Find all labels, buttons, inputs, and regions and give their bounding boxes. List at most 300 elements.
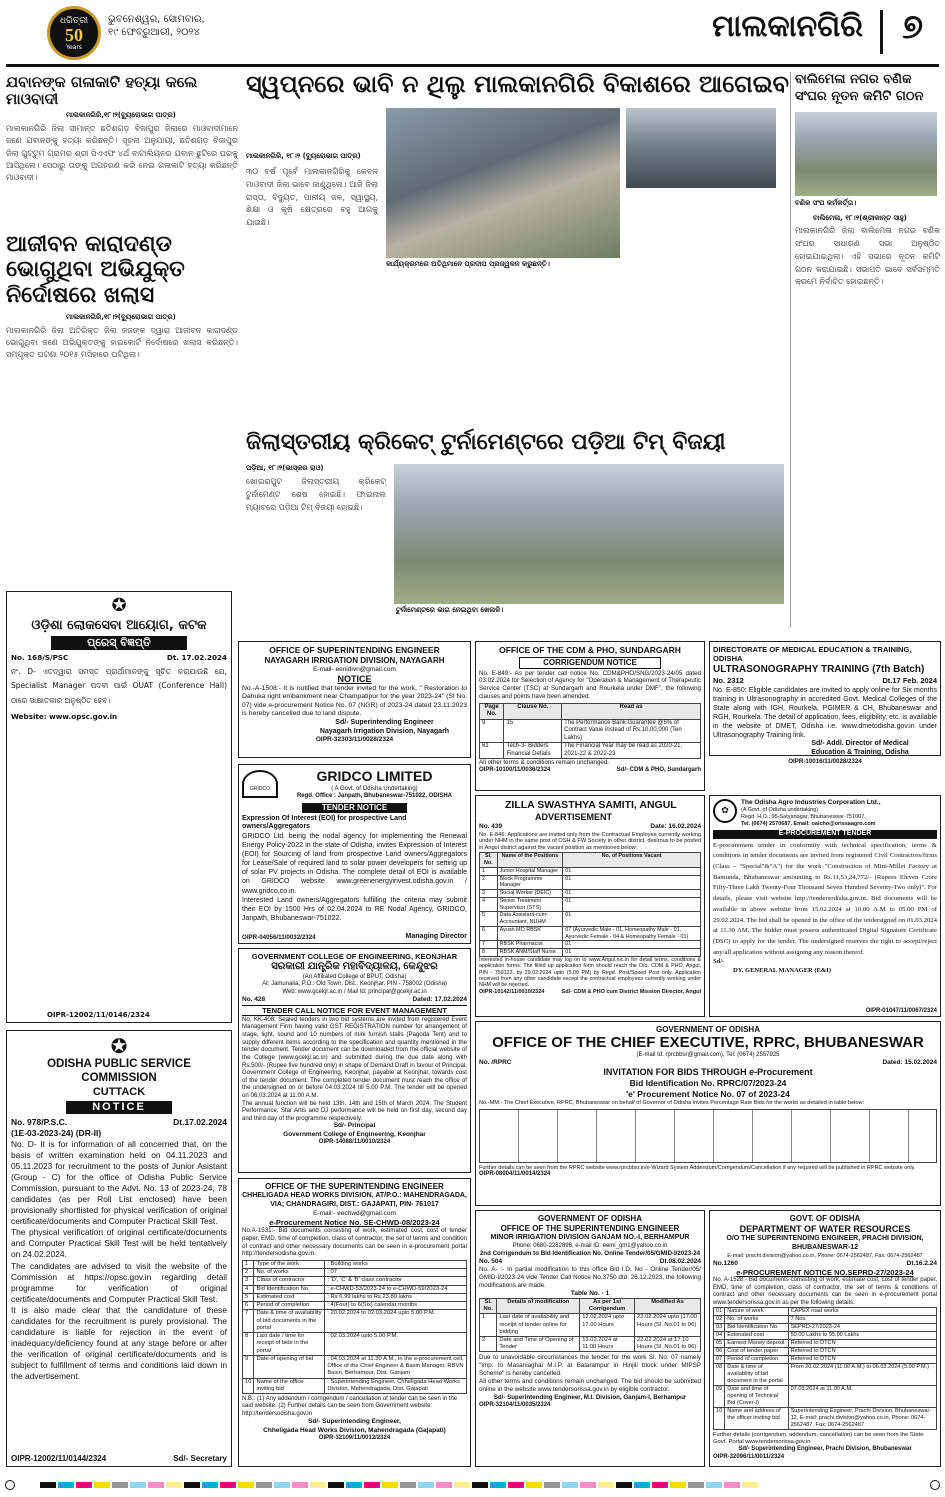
- ad-footer-ref: OIPR-10016/11/0028/2324: [788, 757, 862, 765]
- color-swatch: [148, 1482, 164, 1488]
- ad-dmet: [709, 641, 941, 765]
- ad-sundargarh: [475, 641, 705, 791]
- ad-title: DEPARTMENT OF WATER RESOURCES: [739, 1224, 911, 1234]
- table-cell: RBSK Pharmacist: [497, 941, 563, 949]
- color-swatch: [724, 1482, 740, 1488]
- issue-date: ୧୯ ଫେବ୍ରୁଆରୀ, ୨୦୨୪: [108, 26, 200, 38]
- ad-govt: GOVT. OF ODISHA: [789, 1214, 861, 1223]
- story-body: ମାଲକାନଗିରି ଜିଲା ଅତିରିକ୍ତ ଜିଲା ଜଜଙ୍କ ଦ୍ୱାରା ଆଜୀବନ କାରାଦଣ୍ଡ ଭୋଗୁଥିବା ଜଣେ ଅଭିଯୁକ୍ତଙ୍କୁ ହାଇକୋର୍ଟ ନିର୍ଦୋଷରେ ଖଲାସ କରିଛନ୍ତି। ସମ୍ପୃକ୍ତ ଘଟଣା ୨୦୧୫ ମସିହାରେ ଘଟିଥିଲା।: [6, 325, 238, 360]
- table-cell: 1: [480, 867, 498, 875]
- table-row: [243, 1355, 467, 1378]
- color-swatch: [184, 1482, 200, 1488]
- ad-body: No. A-1528:- Bid documents consisting of work, estimate cost, cost of tender paper, EMD, time of completion, class of contractor, the set of terms & conditions of contract and other necessary documents can be seen in e-procurement portal www.tendersorissa.gov.in as per the following details:: [713, 1277, 937, 1306]
- table-cell: 7 Nos.: [788, 1316, 936, 1324]
- table-header-cell: Clause No.: [504, 703, 562, 719]
- table-cell: 07 (Ayurvedic Male - 01, Homeopathy Male - 01, Ayurvedic Female - 04 & Homeopathy Female - 01): [563, 926, 701, 941]
- ad-body: No. KK-408: Sealed tenders in two bid systems are invited from registered Event Management Firm having valid GST REGISTRATION number for arrangement of stage, light, sound and 10 numbers of mini furnish stalls (Pagoda Tent) and to supply different items according to the specification and quantity mentioned in the tender document. Tender document can be downloaded from the official website of the College (www.gcekjr.ac.in) and submitted during the due date along with Rs.500/- (Rupee five hundred only) in shape of Demand Draft in favour of Principal, Government College of Engineering, Keonjhar, payable at Keonjhar, towards cost of the tender document. The completed tender document must reach the office of the undersigned on or before 04.03.2024 till 5.00 P.M. The tender will be opened on 06.03.2024 at 11.00 A.M.: [242, 1015, 467, 1099]
- tender-details-table: [713, 1307, 937, 1430]
- ad-signer-2: Education & Training, Odisha: [811, 749, 909, 757]
- color-swatch: [508, 1482, 524, 1488]
- ad-footer: Further details can be seen from the RPRC website www.rprcbbsr.in/e-Wizard System Addendum/Corrigendum/Cancellation if any required will be published in RPRC website only.: [479, 1164, 916, 1171]
- logo-sub: Years: [66, 44, 82, 52]
- table-cell: : 04.03.2024 at 11.30 A.M., in the e-procurement cell, Office of the Chief Engineer & Basin Manager, RBVN Basin, Berhampur, Dist. Ganjam: [325, 1355, 467, 1378]
- table-cell: Referred to DTCN: [788, 1340, 936, 1348]
- ad-contact: Tel. (0674) 2570687, Email: oaicho@orissaagro.com: [741, 820, 876, 827]
- ad-email: E-mail:- eechwd@gmail.com: [313, 1209, 396, 1217]
- ad-city: CUTTACK: [92, 1085, 146, 1098]
- table-cell: 01: [563, 941, 701, 949]
- story-headline: ବାଲିମେଳା ନଗର ବଣିକ ସଂଘର ନୂତନ କମିଟି ଗଠନ: [795, 72, 924, 104]
- ad-banner-3: 'e' Procurement Notice No. 07 of 2023-24: [626, 1089, 790, 1099]
- ad-signer-2: Chheligada Head Works Division, Mahendragada (Gajapati): [263, 1426, 446, 1434]
- table-cell: Period of completion: [725, 1356, 788, 1364]
- table-cell: 01: [563, 875, 701, 890]
- ad-signer-2: Government College of Engineering, Keonjhar: [283, 1130, 426, 1138]
- ad-date: Dated: 17.02.2024: [412, 996, 467, 1004]
- table-row: [480, 719, 701, 743]
- ad-body: No. E-846: Applications are invited only from the Contractual Employee currently working under NHM in the same post of OSH & FW Society in other district, desirous to be posted in Angul district against the vacant position as mentioned below:: [479, 831, 701, 852]
- logo-text: ଧରିତ୍ରୀ: [59, 15, 89, 25]
- table-cell: Class of contractor: [254, 1277, 325, 1285]
- ad-footer-ref: OIPR-10100/11/0036/2324: [479, 766, 551, 773]
- ad-title: ZILLA SWASTHYA SAMITI, ANGUL: [505, 799, 677, 811]
- ad-date: Dt.17 Feb. 2024: [882, 676, 937, 686]
- color-swatch: [436, 1482, 452, 1488]
- story-body: ମାଲକାନଗିରି ଜିଲା ବାଲିମେଳା ନଗର ବଣିକ ସଂଘର ସାଧାରଣ ସଭା ଅନୁଷ୍ଠିତ ହୋଇଯାଇଥିଲା। ଏହି ସଭାରେ ନୂତନ କମିଟି ଗଠନ କରାଯାଇଛି। ସଭାପତି ଭାବେ ସର୍ବସମ୍ମତି କ୍ରମେ ନିର୍ବାଚିତ ହୋଇଛନ୍ତି।: [795, 226, 940, 287]
- page-number: ୭: [902, 7, 923, 47]
- table-cell: Date and time of opening of Technical Bid (Cover-I): [725, 1385, 788, 1407]
- ad-banner: TENDER NOTICE: [302, 803, 407, 813]
- table-row: [243, 1310, 467, 1333]
- table-cell: Last date of availability and receipt of tender online for bidding: [497, 1314, 580, 1337]
- ad-body: No. E-849:- As per tender call notice No. CDM&PHO/SNG/2023-24/05 dated 03.02.2024 for Selection of Agency for "Operation & Management of Therapeutic Service Center (TSC) at Sundargarh and Rourkela under DMF", the following clauses and points have been amended.: [479, 669, 701, 700]
- table-row: [480, 941, 701, 949]
- section-title: ମାଲକାନଗିରି: [712, 9, 863, 44]
- corrigendum-table: [479, 703, 701, 760]
- color-swatch: [274, 1482, 290, 1488]
- table-cell: 01: [563, 912, 701, 927]
- table-row: [480, 897, 701, 912]
- main-photo-caption: କାର୍ଯ୍ୟକ୍ରମରେ ଅତିଥିମାନେ ପ୍ରଦୀପ ପ୍ରଜ୍ୱଳନ କରୁଛନ୍ତି।: [386, 260, 550, 268]
- ad-title: ଓଡ଼ିଶା ଲୋକସେବା ଆୟୋଗ, କଟକ: [31, 618, 207, 633]
- ad-web: Web: www.gcekjr.ac.in / Mail Id: principal@gcekjr.ac.in: [282, 988, 427, 995]
- story-body: ୩୦ ବର୍ଷ ପୂର୍ବେ ମାଲକାନଗିରିକୁ କେବଳ ମାଓବାଦୀ ଜିଲା ଭାବେ ଜାଣୁଥିଲେ। ଆଜି ଜିଲା ରାସ୍ତା, ବିଦ୍ୟୁତ, ପାନୀୟ ଜଳ, ସ୍ୱାସ୍ଥ୍ୟ, ଶିକ୍ଷା ଓ କୃଷି କ୍ଷେତ୍ରରେ ବହୁ ଆଗକୁ ଯାଇଛି।: [246, 167, 378, 228]
- color-swatch: [40, 1482, 56, 1488]
- ad-footer: Further details (corrigendum, addendum, cancellation) can be seen from the State Govt. Portal www.tendersorissa.gov.in: [713, 1431, 924, 1446]
- ad-rprc: [475, 1021, 941, 1206]
- ad-body-2: Interested in-house candidate may log on to www.Angul.nic.in for detail terms, conditions & application forms. The filled up application form should reach the O/o. CDM & PHO, Angul, PIN - 759122, by 29.02.2024 upto (5.00 PM) by Regd. Post/Speed Post only. Application received from any other candidate except the contractual employees currently working under NHM will be rejected.: [479, 956, 701, 989]
- ad-meta-row: [713, 1260, 937, 1268]
- table-cell: Nature of work: [725, 1308, 788, 1316]
- ad-no: No. 168/S/PSC: [11, 653, 69, 662]
- table-row: [714, 1407, 937, 1429]
- table-row: [243, 1293, 467, 1301]
- table-cell: From 20.02.2024 (11.00 A.M.) to 06.03.2024 (5.00 P.M.): [788, 1364, 936, 1386]
- ad-body-1: No. D- It is for information of all concerned that, on the basis of written examination held on 04.11.2023 and 05.11.2023 for recruitment to the posts of Junior Asistant (Group - C) for the office of Odisha Public Service Commission, pursuant to the Advt. No. 13 of 2023-24, 78 candidates (as per Roll List enclosed) have been provisionally shortlisted for physical verification of original certificate/documents and Computer Practical Skill Test.: [11, 1138, 227, 1227]
- secondary-photo: [626, 108, 776, 188]
- story-acquittal: [6, 232, 238, 620]
- table-cell: 2: [480, 1337, 497, 1352]
- table-cell: Date of opening of bid: [254, 1355, 325, 1378]
- ad-footer-ref: OIPR-12002/11/0146/2324: [47, 1011, 150, 1020]
- table-cell: Date & time of availability of bid document in the portal: [725, 1364, 788, 1386]
- ad-agro: [709, 795, 941, 1017]
- balimela-photo: [795, 112, 937, 196]
- balimela-photo-caption: ବଣିକ ସଂଘ କର୍ମକର୍ତ୍ତା।: [795, 198, 857, 207]
- ad-signer: Sd/- Superintending Engineer,: [308, 1418, 401, 1426]
- ad-date: Dt.16.2.24: [906, 1259, 937, 1267]
- table-cell: 22.02.2024 at 17.10 Hours (Sl. No.01 to 06): [635, 1337, 701, 1352]
- ad-banner: E-PROCUREMENT TENDER: [713, 830, 937, 839]
- color-swatch: [670, 1482, 686, 1488]
- ad-heading: Expression Of Interest (EOI) for prospective Land owners/Aggregators: [242, 814, 407, 831]
- ad-signer: Sd/- Superintending Engineer: [335, 718, 434, 726]
- main-story-photo: [386, 108, 620, 258]
- ad-date: Dt. 17.02.2024: [166, 653, 227, 662]
- ad-signer: Sd/- CDM & PHO cum District Mission Director, Angul: [561, 988, 701, 995]
- ad-sub: (A Govt. of Odisha undertaking): [741, 807, 819, 814]
- table-cell: Name of the office inviting bid: [254, 1378, 325, 1393]
- table-cell: 05: [714, 1340, 725, 1348]
- color-swatch: [418, 1482, 434, 1488]
- ad-body: No.A-1531:- Bid documents consisting of work, estimated cost, cost of tender paper, EMD, time of completion, class of contractor, the set of terms and condition of contract and other necessary documents can be seen in e-procurement portal http://tendersodisha.gov.in.: [242, 1227, 467, 1258]
- ad-signer: Sd/- Principal: [333, 1122, 376, 1130]
- table-cell: : e-CHWD-53/2023-24 to e-CHWD-59/2023-24: [325, 1285, 467, 1293]
- ad-division: CHHELIGADA HEAD WORKS DIVISION, AT/P.O.: MAHENDRAGADA, VIA; CHANDRAGIRI, DIST.: GAJAPATI, PIN- 761017: [242, 1192, 467, 1208]
- color-swatch: [112, 1482, 128, 1488]
- ad-title-odia: ସରକାରୀ ଯାନ୍ତ୍ରିକ ମହାବିଦ୍ୟାଳୟ, କେନ୍ଦୁଝର: [271, 961, 438, 973]
- table-cell: : 02.03.2024 upto 5.00 P.M.: [325, 1333, 467, 1356]
- dateline-box: [108, 14, 258, 39]
- ad-footer-ref: OIPR-04056/11/0032/2324: [242, 934, 316, 942]
- ad-footer-ref: OIPR-32096/11/0011/2324: [713, 1453, 785, 1460]
- table-cell: Type of the work: [254, 1261, 325, 1269]
- ad-body: No. A- :- In partial modification to this office Bid I.D. No - Online Tender/05/ GMID-I/2023-24 vide Tender Call Notice No.3750 dtd. 26.12.2023, the following modifications are made.: [479, 1266, 701, 1289]
- story-body: ମାଲକାନଗିରି ଜିଲା ସୀମାନ୍ତ ଛତିଶଗଡ଼ ବିଜାପୁର ଜିଲାରେ ମାଓବାଦୀମାନେ ଜଣେ ଯବାନଙ୍କୁ ହତ୍ୟା କରିଛନ୍ତି। ସୂଚନା ଅନୁଯାୟୀ, ଛତିଶଗଡ଼ ବିଜାପୁର ଜିଲା ଗୁଟ୍ଟୁମ ଗ୍ରାମର ଶ୍ରୀ ସିଏଏଫ ୪ର୍ଥ ବାଟାଲିୟନର ଯବାନ ଛୁଟିରେ ଘରକୁ ଆସିଥିଲେ। ସେଠାରୁ ତାଙ୍କୁ ଅପହରଣ କରି ନେଇ ଗଳାକାଟି ହତ୍ୟା କରିଛନ୍ତି ମାଓବାଦୀ।: [6, 123, 238, 183]
- story-dateline: ପଡ଼ିଆ, ୧୮।୨(ଭାସ୍କର ରାଓ): [246, 464, 324, 472]
- table-cell: 01: [563, 949, 701, 957]
- color-swatch: [742, 1482, 758, 1488]
- story-maoists: [6, 74, 238, 250]
- table-cell: Earnest Money deposit: [725, 1340, 788, 1348]
- table-header-cell: As per 1st Corrigendum: [580, 1298, 635, 1313]
- ad-body-2: The annual function will be held 13th, 14th and 15th of March 2024. The Student Performance, Star Artis and DJ performance will be held on first day, second day and third day of the programme respectively.: [242, 1099, 467, 1122]
- ad-banner: NOTICE: [337, 673, 372, 684]
- table-cell: 4: [480, 897, 498, 912]
- story-main: [246, 70, 790, 425]
- table-cell: SEPRD-27/2023-24: [788, 1324, 936, 1332]
- ad-title: GOVERNMENT COLLEGE OF ENGINEERING, KEONJHAR: [251, 952, 458, 961]
- ad-title: OFFICE OF THE CHIEF EXECUTIVE, RPRC, BHUBANESWAR: [492, 1034, 924, 1051]
- ad-meta-row: [713, 676, 937, 685]
- ad-footer-ref: OIPR-01047/11/0067/2324: [865, 1007, 937, 1014]
- ad-body: No. E-850: Eligible candidates are invited to apply online for Six months training in Ultrasonography in accredited Govt. Medical Colleges of the State along with IGH, Rourkela, PGIMER & CH, Bhubaneswar and RGH, Rourkela. The detail of application, fees, eligibility, etc. is available in the website of DMET, Odisha i.e. www.dmetodisha.gov.in under Ultrasonography Training link.: [713, 686, 937, 740]
- table-cell: : Superintending Engineer, Chheligada Head Works Division, Mahendragada, Dist. Gajapati: [325, 1378, 467, 1393]
- ad-contact: E-mail: prachi.division@yahoo.co.in, Phone: 0674-2562487, Fax: 0674-2562487: [727, 1252, 923, 1259]
- table-cell: 4: [243, 1285, 254, 1293]
- color-swatch: [688, 1482, 704, 1488]
- gridco-header: [242, 768, 467, 801]
- color-swatch: [76, 1482, 92, 1488]
- color-swatch: [400, 1482, 416, 1488]
- ad-berhampur: [475, 1210, 705, 1467]
- ad-no: No.1260: [713, 1259, 738, 1267]
- table-cell: 9: [480, 719, 504, 743]
- color-swatch: [238, 1482, 254, 1488]
- table-cell: Tech-3- Bidders Financial Details: [504, 743, 562, 759]
- ad-note: All other terms & conditions remain unchanged.: [479, 759, 610, 767]
- ad-no: No. 504: [479, 1258, 503, 1265]
- color-swatch: [634, 1482, 650, 1488]
- table-cell: 13.02.2024 at 11.00 Hours: [580, 1337, 635, 1352]
- ad-signer: Sd/- Addl. Director of Medical: [811, 740, 909, 748]
- table-row: [714, 1308, 937, 1316]
- table-cell: 01: [714, 1308, 725, 1316]
- ad-title: DIRECTORATE OF MEDICAL EDUCATION & TRAINING, ODISHA: [713, 645, 912, 664]
- color-swatch: [526, 1482, 542, 1488]
- agro-logo-icon: ✿: [713, 799, 737, 823]
- table-row: [714, 1332, 937, 1340]
- table-row: [243, 1277, 467, 1285]
- ad-body-4: It is also made clear that the candidature of these candidates for the recruitment is purely provisional. The candidature is liable for rejection in the event of inadequacy/deficiency found at any stage before or after the verification of original certificate/documents and is subject to fulfillment of terms and conditions laid down in the advertisement.: [11, 1304, 227, 1382]
- table-row: [714, 1324, 937, 1332]
- ad-body: ନଂ. D- ଏତଦ୍ୱାରା ସମସ୍ତ ପ୍ରାର୍ଥୀମାନଙ୍କୁ ସୂଚିତ କରାଯାଉଛି ଯେ, Specialist Manager ପଦବୀ ପାଇଁ OUAT (Conference Hall) ଠାରେ ସାକ୍ଷାତକାର ଅନୁଷ୍ଠିତ ହେବ।: [11, 667, 227, 705]
- opsc-emblem-icon: ✪: [111, 595, 127, 616]
- table-cell: Cost of tender paper: [725, 1348, 788, 1356]
- table-row: [714, 1364, 937, 1386]
- color-swatch: [58, 1482, 74, 1488]
- table-cell: 06: [714, 1348, 725, 1356]
- table-cell: 9: [243, 1355, 254, 1378]
- ad-signer: Sd/-: [713, 958, 725, 966]
- anniversary-logo: [47, 6, 101, 60]
- table-row: [243, 1378, 467, 1393]
- ad-signer-2: DY. GENERAL MANAGER (E&I): [733, 966, 831, 974]
- table-cell: 8: [243, 1333, 254, 1356]
- table-cell: : 'D', 'C' & 'B' class contractor: [325, 1277, 467, 1285]
- story-headline: ଯବାନଙ୍କ ଗଳାକାଟି ହତ୍ୟା କଲେ ମାଓବାଦୀ: [6, 73, 198, 108]
- table-cell: Date and Time of Opening of Tender: [497, 1337, 580, 1352]
- table-cell: 07: [714, 1356, 725, 1364]
- ad-gridco: [238, 764, 471, 944]
- color-swatch: [562, 1482, 578, 1488]
- ad-footer-ref: OIPR-08004/11/0014/2324: [479, 1171, 551, 1178]
- ad-title: GRIDCO LIMITED: [316, 768, 433, 784]
- story-balimela: [790, 72, 940, 627]
- ad-office: OFFICE OF SUPERINTENDING ENGINEER: [269, 645, 440, 655]
- color-swatch: [616, 1482, 632, 1488]
- table-row: [243, 1302, 467, 1310]
- ad-sub: (An Affiliated College of BPUT, Odisha): [302, 973, 407, 980]
- table-cell: 6: [480, 926, 498, 941]
- table-row: [480, 1314, 701, 1337]
- story-body: ଖୋଇରପୁଟ ଜିଲାସ୍ତରୀୟ କ୍ରିକେଟ୍ ଟୁର୍ନାମେଣ୍ଟ ଶେଷ ହୋଇଛି। ଫାଇନାଲ ମ୍ୟାଚରେ ପଡ଼ିଆ ଟିମ୍ ବିଜୟୀ ହୋଇଛି।: [246, 477, 386, 512]
- table-cell: Date & time of availability of bid documents in the portal: [254, 1310, 325, 1333]
- table-row: [714, 1385, 937, 1407]
- table-row: [480, 890, 701, 898]
- table-cell: 01: [563, 897, 701, 912]
- masthead-separator: [880, 10, 883, 54]
- table-cell: 5: [480, 912, 498, 927]
- table-row: [480, 949, 701, 957]
- ad-banner: ADVERTISEMENT: [535, 812, 613, 823]
- ad-website: Website: www.opsc.gov.in: [11, 711, 118, 721]
- color-swatch: [202, 1482, 218, 1488]
- table-cell: 50.00 Lakhs to 95.00 Lakhs: [788, 1332, 936, 1340]
- logo-years: 50: [65, 25, 83, 46]
- table-cell: The Performance Bank Guarantee @5% of Contract Value instead of Rs.10,00,000 (Ten Lakhs): [562, 719, 701, 743]
- table-cell: 01: [563, 867, 701, 875]
- cricket-team-photo: [394, 464, 784, 604]
- color-swatch: [544, 1482, 560, 1488]
- table-cell: 2: [243, 1269, 254, 1277]
- table-cell: 03: [714, 1324, 725, 1332]
- ad-no: No. 439: [479, 823, 503, 831]
- table-cell: 10: [714, 1407, 725, 1429]
- table-cell: No. of works: [725, 1316, 788, 1324]
- table-cell: 3: [480, 890, 498, 898]
- ad-office: OFFICE OF THE SUPERINTENDING ENGINEER: [265, 1182, 444, 1191]
- table-row: [243, 1261, 467, 1269]
- table-header-cell: Sl. No.: [480, 1298, 497, 1313]
- story-headline: ଜିଲାସ୍ତରୀୟ କ୍ରିକେଟ୍ ଟୁର୍ନାମେଣ୍ଟରେ ପଡ଼ିଆ ଟିମ୍ ବିଜୟୀ: [246, 430, 726, 455]
- ad-address: Regd. Office : Janpath, Bhubaneswar-751022, ODISHA: [296, 793, 453, 799]
- table-cell: Estimated cost: [725, 1332, 788, 1340]
- color-swatch: [310, 1482, 326, 1488]
- ad-office: OFFICE OF THE CDM & PHO, SUNDARGARH: [499, 645, 681, 655]
- ad-signer: Sd/- Superintending Engineer, Prachi Division, Bhubaneswar: [738, 1446, 912, 1453]
- ad-banner: CORRIGENDUM NOTICE: [519, 657, 661, 669]
- table-cell: 5: [243, 1293, 254, 1301]
- table-cell: 61: [480, 743, 504, 759]
- table-cell: 7: [243, 1310, 254, 1333]
- table-cell: Last date / time for receipt of bids in the portal: [254, 1333, 325, 1356]
- table-row: [480, 926, 701, 941]
- table-cell: No. of works: [254, 1269, 325, 1277]
- ad-meta-row: [479, 1059, 937, 1067]
- table-cell: 09: [714, 1385, 725, 1407]
- table-row: [714, 1348, 937, 1356]
- table-row: [480, 743, 701, 759]
- table-cell: Bid Identification No.: [725, 1324, 788, 1332]
- ad-date: Dt.17.02.2024: [173, 1117, 227, 1128]
- table-cell: Period of completion: [254, 1302, 325, 1310]
- ad-title: ODISHA PUBLIC SERVICE COMMISSION: [47, 1058, 191, 1085]
- print-color-bar: [0, 1478, 945, 1492]
- ad-division: NAYAGARH IRRIGATION DIVISION, NAYAGARH: [264, 655, 445, 665]
- table-row: [480, 875, 701, 890]
- table-header-row: [480, 703, 701, 719]
- ad-meta-row: [479, 1258, 701, 1266]
- ad-angul: [475, 795, 705, 1017]
- ad-banner: e-PROCUREMENT NOTICE NO.SEPRD-27/2023-24: [736, 1267, 914, 1277]
- ad-meta-row: [11, 1117, 227, 1128]
- table-cell: : Rs 6.99 lakhs to Rs 23.89 lakhs: [325, 1293, 467, 1301]
- modification-table: [479, 1298, 701, 1353]
- table-cell: Name and address of the officer inviting bid: [725, 1407, 788, 1429]
- table-header-cell: Name of the Positions: [497, 853, 563, 868]
- ad-meta-row: [11, 653, 227, 662]
- story-dateline: ମାଲକାନଗିରି,୧୮।୨(ବ୍ୟୁରୋଭାଗ ପାତ୍ର): [66, 111, 176, 119]
- table-cell: 7: [480, 941, 498, 949]
- table-cell: Senior Treatment Supervisor (STS): [497, 897, 563, 912]
- table-cell: 1: [480, 1314, 497, 1337]
- color-swatch: [94, 1482, 110, 1488]
- story-dateline: ମାଲକାନଗିରି,୧୮।୨(ବ୍ୟୁରୋଭାଗ ପାତ୍ର): [66, 312, 176, 321]
- color-swatch: [706, 1482, 722, 1488]
- table-row: [243, 1269, 467, 1277]
- color-swatch: [382, 1482, 398, 1488]
- table-cell: 10: [243, 1378, 254, 1393]
- table-cell: 08: [714, 1364, 725, 1386]
- opsc-emblem-icon: ✪: [110, 1034, 128, 1058]
- ad-signer-2: Nayagarh Irrigation Division, Nayagarh: [319, 727, 450, 735]
- agro-header: [713, 799, 937, 828]
- color-swatches: [40, 1481, 900, 1489]
- ad-title: The Odisha Agro Industries Corporation Ltd.,: [741, 799, 881, 806]
- ad-signer: Sd/- CDM & PHO, Sundargarh: [616, 766, 701, 773]
- table-cell: Ayush MO RBSK: [497, 926, 563, 941]
- ad-keonjhar: [238, 948, 471, 1173]
- ad-body: E-procurement tender in conformity with technical specification, terms & conditions in tender documents are invited from registered Civil Contractors/firms (Class – "Special"&"A") for the work "Construction of Mini-Millet Factory at Bamunda, Bhubaneswar amounting to Rs.11,53,24,772/- (Rupees Eleven Crore Fifty-Three Lakh Twenty-Four Thousand Seven Hundred Seventy-Two only)". For details, please visit website http://tendersodisha.gov.in. Bid documents will be available in above website from 15.02.2024 at 10.00 A.M to 05.00 PM of 29.02.2024. The bid shall be opened in the office of the undersigned on 01.03.2024 at 11.30 AM. The bidder must possess authenticated Digital Signature Certificate (DSC) to apply for the tender. The undersigned reserves the right to accept/reject any/all application without assigning any reason thereof.: [713, 841, 937, 956]
- table-cell: 15: [504, 719, 562, 743]
- rprc-works-table: [479, 1109, 937, 1163]
- table-cell: Referred to DTCN: [788, 1356, 936, 1364]
- ad-footer-ref: OIPR-32303/11/0028/2324: [315, 736, 394, 744]
- ad-email: E-mail- eenidivn@gmail.com: [313, 665, 396, 673]
- ad-body: No.-A-1508:- It is notified that tender invited for the work, " Restoration to Dahuka right embankment near Champatipur for the year 2023-24" (Sl No. 07) vide e-procurement Notice No. 07 (NGR) of 2023-24 dated 23.11.2023 is hereby cancelled due to land dispute.: [242, 685, 467, 718]
- ad-footer-ref: OIPR-32104/11/0035/2324: [479, 1401, 551, 1408]
- color-swatch: [166, 1482, 182, 1488]
- color-swatch: [490, 1482, 506, 1488]
- ad-ref: (1E-03-2023-24) (DR-II): [11, 1127, 102, 1138]
- table-cell: RBSK ANM/Staff Nurse: [497, 949, 563, 957]
- ad-banner: 2nd Corrigendum to Bid Identification No. Online Tender/05/GMID-I/2023-24: [479, 1250, 701, 1258]
- ad-no: No. 978/P.S.C.: [11, 1117, 68, 1128]
- ad-date: Dt.08.02.2024: [659, 1258, 701, 1265]
- ad-nayagarh: [238, 641, 471, 758]
- table-header-cell: Modified As: [635, 1298, 701, 1313]
- masthead-rule: [6, 64, 939, 67]
- table-cell: 22.02.2024 upto (17.00 Hours (Sl. No.01 to 06): [635, 1314, 701, 1337]
- ad-date: Date: 16.02.2024: [650, 823, 701, 831]
- table-cell: Social Worker (DEIC): [497, 890, 563, 898]
- table-cell: 2: [480, 875, 498, 890]
- ad-banner-1: INVITATION FOR BIDS THROUGH e-Procurement: [603, 1067, 813, 1078]
- table-cell: Superintending Engineer, Prachi Division, Bhubaneswar-12, E-mail: prachi.division@yahoo.co.in, Phone: 0674-2562487, Fax: 0674-2562487: [788, 1407, 936, 1429]
- ad-no: No. /RPRC: [479, 1059, 512, 1066]
- table-cell: Bid Identification No.: [254, 1285, 325, 1293]
- color-swatch: [364, 1482, 380, 1488]
- ad-govt: GOVERNMENT OF ODISHA: [537, 1214, 642, 1223]
- table-cell: Junior Hospital Manager: [497, 867, 563, 875]
- registration-mark-icon: [5, 1480, 15, 1490]
- table-cell: 07.03.2024 at 11.00 A.M.: [788, 1385, 936, 1407]
- ad-contact: Phone: 0680-2282896, e-mail ID: eemi_gm1@yahoo.co.in: [512, 1242, 668, 1249]
- table-cell: 6: [243, 1302, 254, 1310]
- table-cell: The Financial Year may be read as 2020-21, 2021-22 & 2022-23: [562, 743, 701, 759]
- table-cell: 1: [243, 1261, 254, 1269]
- ad-govt: GOVERNMENT OF ODISHA: [655, 1025, 760, 1034]
- story-headline: ଆଜୀବନ କାରାଦଣ୍ଡ ଭୋଗୁଥିବା ଅଭିଯୁକ୍ତ ନିର୍ଦୋଷରେ ଖଲାସ: [6, 232, 185, 308]
- color-swatch: [328, 1482, 344, 1488]
- story-headline: ସ୍ୱପ୍ନରେ ଭାବି ନ ଥିଲୁ ମାଲକାନଗିରି ବିକାଶରେ ଆଗେଇବ: [246, 70, 790, 98]
- ad-banner: NOTICE: [66, 1101, 172, 1115]
- table-cell: 3: [243, 1277, 254, 1285]
- ad-meta-row: [242, 996, 467, 1004]
- table-cell: : 20.02.2024 to 02.03.2024 upto 5.00 P.M.: [325, 1310, 467, 1333]
- ad-body-2: Interested Land owners/Aggregators fulfilling the criteria may submit their EOI by 1500 Hrs of 02.04.2024 to RE Nodal Agency, GRIDCO, Janpath, Bhubaneswar-751022.: [242, 896, 467, 922]
